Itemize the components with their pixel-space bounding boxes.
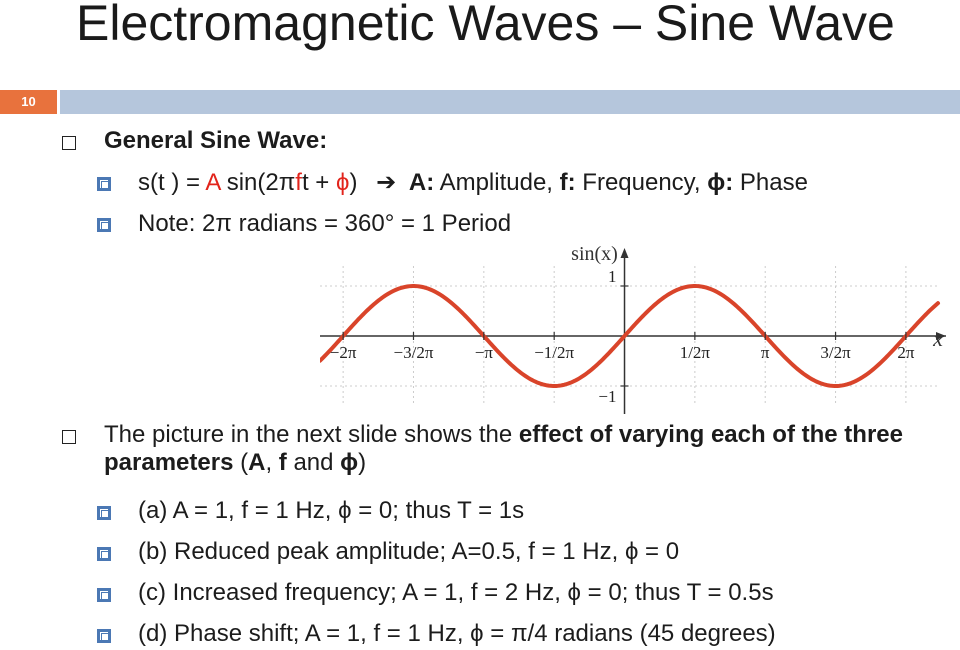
formula-frequency: f (295, 169, 302, 196)
case-a: (a) A = 1, f = 1 Hz, ϕ = 0; thus T = 1s (138, 497, 525, 524)
x-tick-label: 1/2π (679, 343, 711, 362)
formula-part: ) (349, 169, 358, 196)
x-tick-label: −3/2π (393, 343, 434, 362)
x-tick-label: 2π (897, 343, 915, 362)
y-axis-label: sin(x) (571, 243, 618, 265)
case-b: (b) Reduced peak amplitude; A=0.5, f = 1 Hz, ϕ = 0 (138, 538, 680, 565)
formula-part: t + (301, 169, 336, 196)
x-tick-label: −1/2π (534, 343, 575, 362)
picture-text: ) (358, 449, 367, 476)
formula-amplitude: A (205, 169, 221, 196)
picture-text: The picture in the next slide shows the (104, 421, 519, 448)
bullet-square-icon (97, 547, 111, 561)
picture-text: ( (233, 449, 249, 476)
case-c: (c) Increased frequency; A = 1, f = 2 Hz, ϕ = 0; thus T = 0.5s (138, 579, 774, 606)
bullet-square-icon (97, 588, 111, 602)
bullet-box-icon (62, 430, 76, 444)
general-sine-heading: General Sine Wave: (104, 127, 328, 154)
x-axis-label: x (933, 326, 943, 351)
param-amplitude: A (248, 449, 266, 476)
bullet-square-icon (97, 218, 111, 232)
phase-label: ϕ: (707, 169, 734, 196)
formula-part: sin(2π (220, 169, 296, 196)
formula-line (138, 169, 808, 197)
bullet-square-icon (97, 506, 111, 520)
phase-desc: Phase (733, 169, 808, 196)
bullet-square-icon (97, 629, 111, 643)
case-d: (d) Phase shift; A = 1, f = 1 Hz, ϕ = π/4 radians (45 degrees) (138, 620, 776, 647)
y-tick-label: −1 (598, 387, 617, 406)
picture-text: , (265, 449, 279, 476)
slide-number: 10 (0, 90, 57, 114)
bullet-square-icon (97, 177, 111, 191)
picture-emphasis: effect of varying each of the three parameters (104, 421, 903, 476)
frequency-label: f: (559, 169, 576, 196)
x-tick-label: 3/2π (820, 343, 851, 362)
sine-chart (320, 238, 950, 416)
slide-title: Electromagnetic Waves – Sine Wave (76, 0, 895, 51)
y-tick-label: 1 (608, 267, 617, 286)
param-phase: ϕ (340, 449, 359, 476)
arrow-right-icon: ➔ (376, 169, 397, 196)
formula-part: s(t ) = (138, 169, 206, 196)
param-frequency: f (278, 449, 287, 476)
picture-description (104, 421, 944, 477)
bullet-box-icon (62, 136, 76, 150)
header-rule (60, 90, 960, 114)
x-tick-label: −2π (329, 343, 357, 362)
y-axis-arrow (621, 248, 629, 258)
x-tick-label: −π (474, 343, 493, 362)
x-tick-label: π (760, 343, 770, 362)
amplitude-label: A: (408, 169, 435, 196)
frequency-desc: Frequency, (575, 169, 708, 196)
picture-text: and (286, 449, 341, 476)
note-line: Note: 2π radians = 360° = 1 Period (138, 210, 512, 237)
amplitude-desc: Amplitude, (434, 169, 560, 196)
formula-phase: ϕ (336, 169, 350, 196)
